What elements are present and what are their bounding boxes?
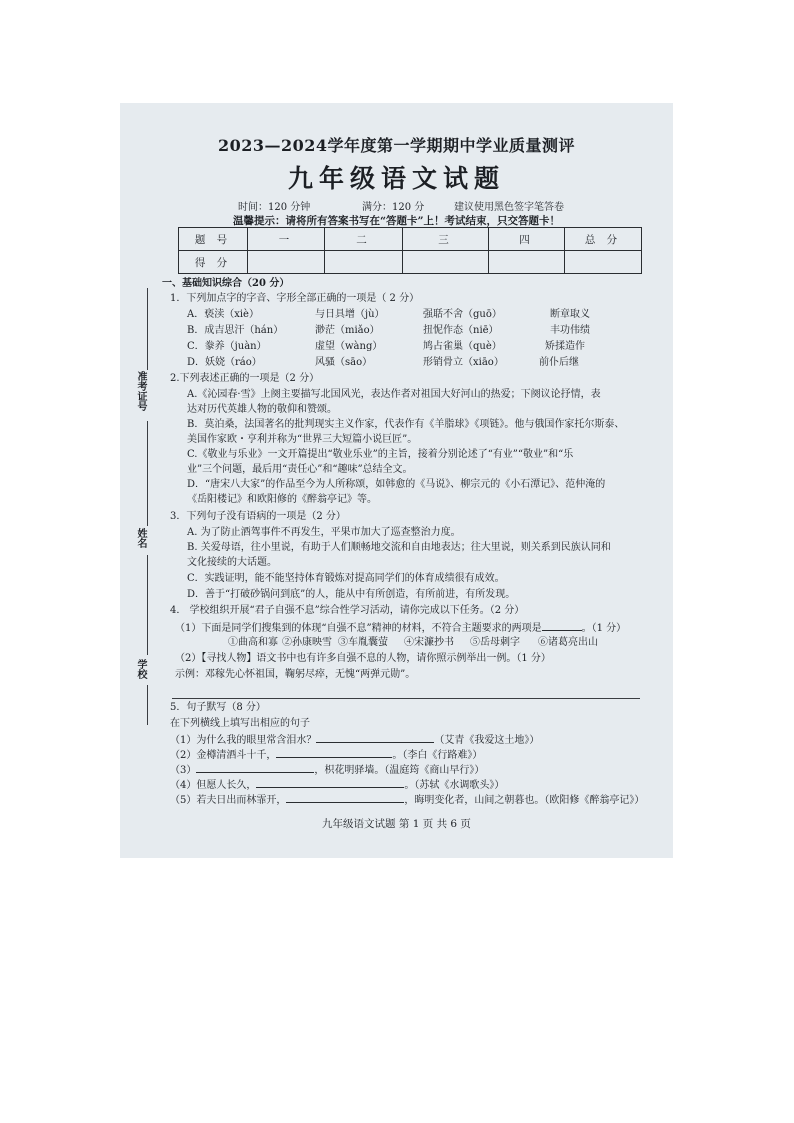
verse-source: ，晦明变化者，山间之朝暮也。（欧阳修《醉翁亭记》）	[404, 795, 645, 806]
question-3-line: C．实践证明，能不能坚持体育锻炼对提高同学们的体育成绩很有成效。	[187, 573, 505, 584]
answer-line[interactable]	[172, 698, 640, 699]
exam-number-label: 准考证号	[135, 371, 146, 411]
verse-prompt: （5）若夫日出而林霏开，	[170, 795, 287, 806]
question-2-line: 业”三个问题，最后用“责任心”和“趣味”总结全文。	[187, 464, 413, 475]
page-footer: 九年级语文试题 第 1 页 共 6 页	[322, 818, 471, 830]
exam-subtitle: 九年级语文试题	[287, 164, 505, 193]
exam-tip: 温馨提示：请将所有答案书写在“答题卡”上！考试结束，只交答题卡！	[232, 215, 561, 227]
section-heading: 一、基础知识综合（20 分）	[162, 278, 290, 289]
option-text: 与日具增（jù）	[315, 309, 385, 320]
question-4-stem: 4． 学校组织开展“君子自强不息”综合性学习活动，请你完成以下任务。（2 分）	[170, 605, 525, 616]
question-4-item: ⑤岳母刺字	[470, 637, 520, 648]
question-5-intro: 在下列横线上填写出相应的句子	[170, 718, 310, 729]
exam-paper	[120, 103, 673, 858]
exam-title: 2023—2024学年度第一学期期中学业质量测评	[217, 136, 576, 155]
question-2-line: D．“唐宋八大家”的作品至今为人所称颂，如韩愈的《马说》、柳宗元的《小石潭记》、范仲淹的	[187, 479, 606, 490]
score-table-cell: 得 分	[179, 251, 248, 274]
score-table-cell: 一	[248, 228, 325, 251]
option-text: D．妖娆（ráo）	[187, 357, 262, 368]
option-text: 前仆后继	[539, 357, 579, 368]
question-5-line-4	[170, 777, 504, 793]
option-text: 扭怩作态（niē）	[423, 325, 499, 336]
option-text: 矫揉造作	[545, 341, 585, 352]
question-4-sub1-score: 。（1 分）	[581, 623, 627, 634]
margin-line	[147, 555, 148, 655]
question-2-line: 达对历代英雄人物的敬仰和赞颂。	[187, 404, 337, 415]
answer-blank[interactable]	[286, 792, 404, 803]
option-text: 强聒不舍（guō）	[423, 309, 502, 320]
score-cell-blank[interactable]	[248, 251, 325, 274]
option-text: 丰功伟绩	[550, 325, 590, 336]
question-5-stem: 5．句子默写（8 分）	[170, 702, 266, 713]
score-cell-blank[interactable]	[489, 251, 565, 274]
score-table-cell: 总 分	[565, 228, 642, 251]
answer-blank[interactable]	[196, 762, 314, 773]
exam-pen-note: 建议使用黑色签字笔答卷	[454, 202, 564, 213]
question-4-example: 示例：邓稼先心怀祖国，鞠躬尽瘁，无愧“两弹元勋”。	[175, 669, 416, 680]
school-label: 学校	[135, 659, 146, 679]
question-3-line: 文化接续的大话题。	[187, 557, 277, 568]
answer-blank[interactable]	[276, 747, 392, 758]
question-2-stem: 2.下列表述正确的一项是（2 分）	[170, 373, 320, 384]
margin-line	[147, 421, 148, 526]
verse-prompt: （2）金樽清酒斗十千，	[170, 750, 277, 761]
question-4-item: ④宋濂抄书	[404, 637, 454, 648]
answer-blank[interactable]	[542, 620, 582, 631]
question-1-stem: 1．下列加点字的字音、字形全部正确的一项是（ 2 分）	[170, 293, 420, 304]
option-text: 渺茫（miǎo）	[315, 325, 380, 336]
question-4-item: ②孙康映雪	[282, 637, 332, 648]
answer-blank[interactable]	[316, 732, 434, 743]
score-table	[178, 227, 642, 274]
option-text: 风骚（sāo）	[315, 357, 373, 368]
question-2-line: 《岳阳楼记》和欧阳修的《醉翁亭记》等。	[187, 494, 377, 505]
score-table-cell: 四	[489, 228, 565, 251]
question-5-line-5	[170, 792, 644, 808]
verse-source: 。（李白《行路难》）	[392, 750, 483, 761]
score-cell-blank[interactable]	[325, 251, 403, 274]
option-text: C．豢养（juàn）	[187, 341, 267, 352]
option-text: 虚望（wàng）	[315, 341, 383, 352]
question-3-line: A. 为了防止酒驾事件不再发生，平果市加大了巡查整治力度。	[187, 527, 461, 538]
score-table-score-row	[179, 251, 642, 274]
question-4-sub2: （2）【寻找人物】语文书中也有许多自强不息的人物，请你照示例举出一例。（1 分）	[175, 653, 551, 664]
question-3-stem: 3．下列句子没有语病的一项是（2 分）	[170, 511, 346, 522]
question-4-item: ①曲高和寡	[228, 637, 278, 648]
score-cell-blank[interactable]	[403, 251, 489, 274]
question-2-line: A.《沁园春·雪》上阕主要描写北国风光，表达作者对祖国大好河山的热爱；下阕议论抒情，表	[187, 389, 601, 400]
option-text: 形销骨立（xiāo）	[423, 357, 504, 368]
score-cell-blank[interactable]	[565, 251, 642, 274]
verse-prompt: （1）为什么我的眼里常含泪水？	[170, 735, 317, 746]
question-5-line-2	[170, 747, 482, 763]
question-2-line: 美国作家欧・亨利并称为“世界三大短篇小说巨匠”。	[187, 434, 418, 445]
score-table-cell: 三	[403, 228, 489, 251]
option-text: 鸠占雀巢（què）	[423, 341, 502, 352]
question-2-line: B．莫泊桑，法国著名的批判现实主义作家，代表作有《羊脂球》《项链》。他与俄国作家托尔斯泰、	[187, 419, 625, 430]
question-5-line-1	[170, 732, 539, 748]
question-2-line: C.《敬业与乐业》一文开篇提出“敬业乐业”的主旨，接着分别论述了“有业”“敬业”和“乐	[187, 449, 574, 460]
question-3-line: B. 关爱母语，往小里说，有助于人们顺畅地交流和自由地表达；往大里说，则关系到民族认同和	[187, 542, 611, 553]
margin-line	[147, 685, 148, 725]
score-table-cell: 题 号	[179, 228, 248, 251]
verse-source: ，枳花明驿墙。（温庭筠《商山早行》）	[314, 765, 485, 776]
score-table-header-row	[179, 228, 642, 251]
margin-line	[147, 288, 148, 370]
name-label: 姓名	[135, 528, 146, 548]
question-4-sub1-text: （1）下面是同学们搜集到的体现“自强不息”精神的材料，不符合主题要求的两项是	[175, 623, 542, 634]
score-table-cell: 二	[325, 228, 403, 251]
verse-prompt: （3）	[170, 765, 197, 776]
question-4-item: ⑥诸葛亮出山	[538, 637, 598, 648]
question-4-sub1	[175, 620, 626, 636]
verse-source: （艾青《我爱这土地》）	[434, 735, 540, 746]
option-text: A．亵渎（xiè）	[187, 309, 259, 320]
question-3-line: D．善于“打破砂锅问到底”的人，能从中有所创造，有所前进，有所发现。	[187, 589, 516, 600]
exam-time: 时间：120 分钟	[238, 202, 311, 213]
option-text: 断章取义	[550, 309, 590, 320]
option-text: B．成吉思汗（hán）	[187, 325, 284, 336]
answer-blank[interactable]	[256, 777, 404, 788]
question-4-item: ③车胤囊萤	[338, 637, 388, 648]
verse-prompt: （4）但愿人长久，	[170, 780, 257, 791]
verse-source: 。（苏轼《水调歌头》）	[404, 780, 505, 791]
exam-score-total: 满分：120 分	[362, 202, 425, 213]
question-5-line-3	[170, 762, 484, 778]
